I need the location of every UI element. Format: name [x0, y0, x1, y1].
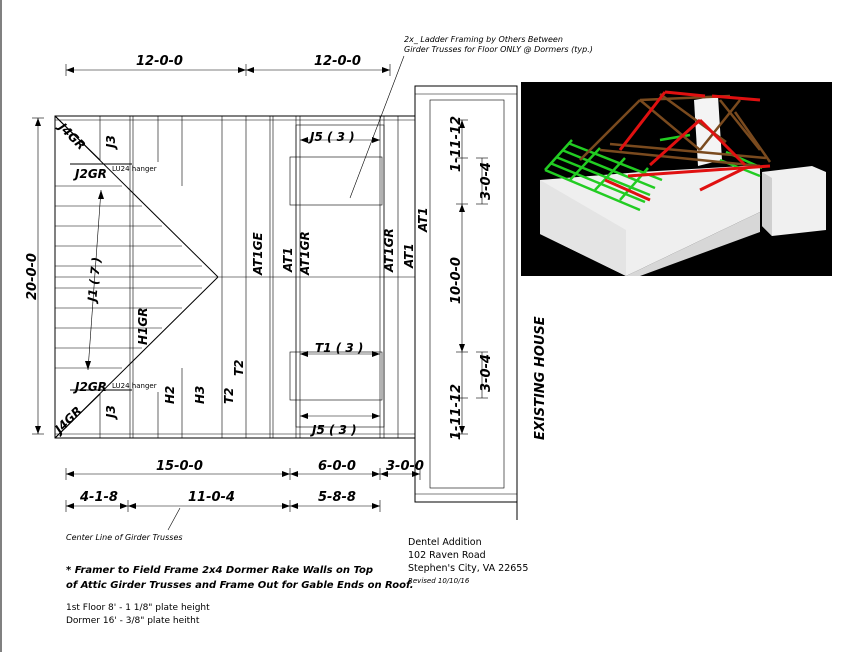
label-j2gr-bottom: J2GR [75, 380, 107, 394]
plate-heights [66, 602, 210, 628]
top-dimensions [66, 54, 390, 76]
footnote-line1: * Framer to Field Frame 2x4 Dormer Rake Walls on Top [66, 565, 374, 576]
title-block [408, 536, 528, 588]
dim-top-right: 12-0-0 [314, 54, 361, 69]
bottom-dimensions [66, 459, 424, 542]
label-t2-b: T2 [232, 359, 246, 376]
label-j4gr-top: J4GR [55, 120, 89, 153]
label-at1gr-left: AT1GR [298, 231, 312, 275]
dim-top-left: 12-0-0 [136, 54, 183, 69]
label-j1: J1 ( 7 ) [85, 256, 104, 303]
right-dimensions [449, 116, 494, 440]
footnote-line2: of Attic Girder Trusses and Frame Out for Gable Ends on Roof. [66, 580, 414, 591]
dim-right-3: 10-0-0 [449, 257, 464, 304]
dim-bottom-5-8-8: 5-8-8 [318, 490, 356, 505]
3d-truss-render [521, 82, 832, 276]
label-j5-top: J5 ( 3 ) [310, 130, 355, 144]
label-h3: H3 [193, 385, 207, 404]
ladder-note-line1: 2x_ Ladder Framing by Others Between [404, 35, 563, 44]
dim-right-4: 3-0-4 [479, 354, 494, 392]
address-line2: Stephen's City, VA 22655 [408, 563, 529, 574]
label-j5-bottom: J5 ( 3 ) [312, 423, 357, 437]
dim-right-1: 1-11-12 [449, 115, 464, 172]
address-line1: 102 Raven Road [408, 550, 486, 561]
plate-line2: Dormer 16' - 3/8" plate heitht [66, 616, 200, 626]
framer-footnote [66, 563, 414, 593]
ladder-note-leader [350, 56, 404, 198]
centerline-leader [168, 508, 180, 530]
label-h2: H2 [163, 385, 177, 404]
label-j4gr-bottom: J4GR [52, 403, 85, 437]
dim-bottom-3: 3-0-0 [386, 459, 424, 474]
dim-right-2: 3-0-4 [479, 162, 494, 200]
label-at1-left: AT1 [281, 247, 295, 272]
label-at1gr-right: AT1GR [382, 228, 396, 272]
label-at1-far: AT1 [416, 207, 430, 232]
plate-line1: 1st Floor 8' - 1 1/8" plate height [66, 603, 210, 613]
label-t1: T1 ( 3 ) [315, 341, 364, 355]
project-name: Dentel Addition [408, 537, 482, 548]
dim-right-5: 1-11-12 [449, 383, 464, 440]
dim-bottom-15: 15-0-0 [156, 459, 203, 474]
label-j2gr-top: J2GR [75, 167, 107, 181]
dim-bottom-6: 6-0-0 [318, 459, 356, 474]
existing-house-label: EXISTING HOUSE [533, 316, 548, 440]
label-j3-top: J3 [104, 135, 118, 148]
left-dimension [25, 118, 44, 434]
dim-bottom-11-0-4: 11-0-4 [188, 490, 235, 505]
label-hanger-bottom: LU24 hanger [112, 382, 157, 390]
label-t2-a: T2 [222, 387, 236, 404]
floor-plan [55, 86, 517, 520]
label-at1ge: AT1GE [251, 232, 265, 275]
label-at1-right: AT1 [402, 243, 416, 268]
label-j3-bottom: J3 [104, 405, 118, 418]
revised-date: Revised 10/10/16 [408, 577, 470, 585]
dim-bottom-4-1-8: 4-1-8 [80, 490, 118, 505]
ladder-note-line2: Girder Trusses for Floor ONLY @ Dormers (typ.) [404, 45, 593, 54]
centerline-note: Center Line of Girder Trusses [66, 533, 183, 542]
dim-left-height: 20-0-0 [25, 253, 40, 300]
label-hanger-top: LU24 hanger [112, 165, 157, 173]
label-h1gr: H1GR [136, 307, 150, 345]
